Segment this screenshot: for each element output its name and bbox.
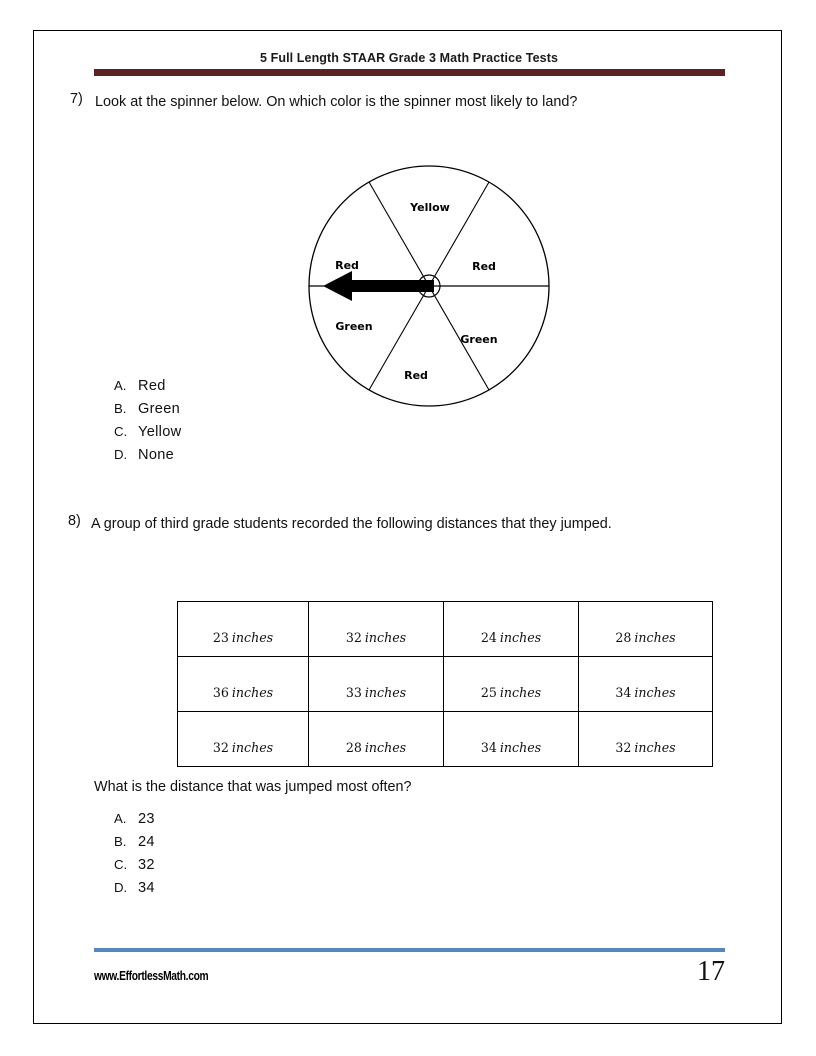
choice-label: 23 — [138, 811, 155, 827]
choice-label: Red — [138, 378, 166, 394]
choice-letter: A. — [114, 378, 127, 393]
footer-divider — [94, 948, 725, 952]
table-cell — [178, 602, 309, 657]
question-7-text: Look at the spinner below. On which color is the spinner most likely to land? — [95, 94, 578, 110]
cell-unit: inches — [634, 739, 676, 755]
table-cell — [309, 602, 444, 657]
cell-unit: inches — [499, 629, 542, 645]
spinner-figure — [304, 163, 556, 413]
table-cell — [178, 657, 309, 712]
choice-item[interactable] — [114, 880, 155, 903]
choice-letter: C. — [114, 857, 128, 872]
table-cell — [309, 712, 444, 767]
choice-letter: D. — [114, 447, 128, 462]
cell-unit: inches — [364, 739, 407, 755]
choice-item[interactable] — [114, 401, 181, 424]
jump-distances-table — [177, 601, 713, 767]
table-cell — [178, 712, 309, 767]
choice-item[interactable] — [114, 447, 181, 470]
question-7-number: 7) — [70, 91, 83, 107]
table-row — [178, 602, 713, 657]
choice-label: 24 — [138, 834, 155, 850]
table-row — [178, 712, 713, 767]
cell-unit: inches — [231, 684, 274, 700]
cell-value: 34 — [615, 684, 632, 700]
choice-letter: B. — [114, 401, 127, 416]
page-number: 17 — [697, 956, 725, 987]
choice-label: Green — [138, 401, 181, 417]
cell-value: 33 — [345, 684, 362, 700]
question-8-subquestion: What is the distance that was jumped most often? — [94, 779, 412, 795]
choice-label: None — [138, 447, 175, 463]
table-cell — [309, 657, 444, 712]
cell-value: 32 — [345, 629, 362, 645]
choice-item[interactable] — [114, 857, 155, 880]
cell-value: 34 — [480, 739, 497, 755]
cell-value: 28 — [615, 629, 632, 645]
table-cell — [444, 657, 579, 712]
spinner-label-red-right: Red — [472, 260, 496, 273]
table-cell — [444, 712, 579, 767]
question-7-choices — [114, 378, 181, 470]
cell-value: 23 — [212, 629, 229, 645]
choice-item[interactable] — [114, 834, 155, 857]
table-cell — [579, 712, 713, 767]
spinner-label-green-lower-left: Green — [335, 320, 373, 333]
choice-label: 32 — [138, 857, 155, 873]
table-cell — [579, 657, 713, 712]
question-8-text: A group of third grade students recorded the following distances that they jumped. — [91, 516, 612, 532]
table-cell — [579, 602, 713, 657]
cell-value: 36 — [212, 684, 229, 700]
choice-label: 34 — [138, 880, 155, 896]
cell-unit: inches — [634, 684, 676, 700]
cell-value: 32 — [615, 739, 632, 755]
table-row — [178, 657, 713, 712]
cell-value: 32 — [212, 739, 229, 755]
choice-item[interactable] — [114, 378, 181, 401]
cell-value: 25 — [480, 684, 497, 700]
cell-unit: inches — [364, 684, 407, 700]
footer-website-link[interactable]: www.EffortlessMath.com — [94, 969, 209, 983]
question-8-number: 8) — [68, 513, 81, 529]
table-cell — [444, 602, 579, 657]
page-title: 5 Full Length STAAR Grade 3 Math Practice Tests — [259, 51, 559, 65]
choice-item[interactable] — [114, 424, 181, 447]
cell-unit: inches — [231, 629, 274, 645]
question-8-choices — [114, 811, 155, 903]
choice-letter: B. — [114, 834, 127, 849]
cell-unit: inches — [634, 629, 676, 645]
cell-unit: inches — [364, 629, 407, 645]
spinner-label-green-lower-right: Green — [460, 333, 498, 346]
choice-letter: A. — [114, 811, 127, 826]
spinner-label-red-bottom: Red — [404, 369, 428, 382]
header-divider — [94, 69, 725, 76]
choice-letter: D. — [114, 880, 128, 895]
cell-unit: inches — [499, 684, 542, 700]
cell-unit: inches — [499, 739, 542, 755]
choice-letter: C. — [114, 424, 128, 439]
cell-unit: inches — [231, 739, 274, 755]
choice-label: Yellow — [138, 424, 182, 440]
choice-item[interactable] — [114, 811, 155, 834]
cell-value: 28 — [345, 739, 362, 755]
page-border — [33, 30, 782, 1024]
spinner-label-yellow: Yellow — [410, 201, 450, 214]
cell-value: 24 — [480, 629, 497, 645]
spinner-label-red-left: Red — [335, 259, 359, 272]
